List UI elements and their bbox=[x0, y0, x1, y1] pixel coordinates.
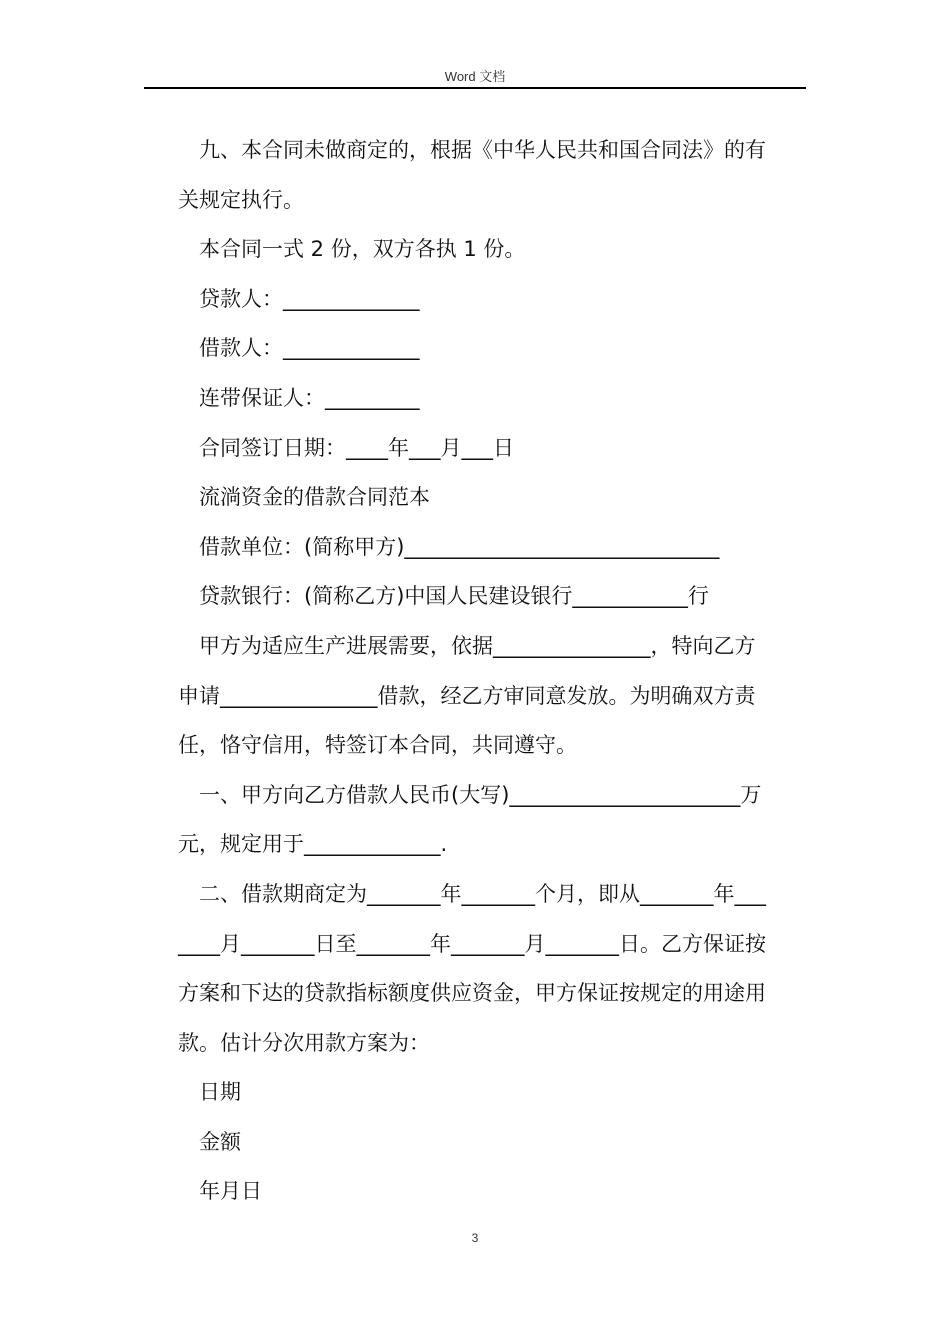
section-title: 流淌资金的借款合同范本 bbox=[199, 485, 430, 510]
schedule-amount-label: 金额 bbox=[199, 1129, 241, 1154]
clause-one-line-1: 一、甲方向乙方借款人民币(大写)______________________万 bbox=[199, 782, 762, 807]
contract-date-line: 合同签订日期：____年___月___日 bbox=[199, 435, 514, 460]
schedule-ymd-label: 年月日 bbox=[199, 1179, 262, 1204]
paragraph-line-12: 申请_______________借款，经乙方审同意发放。为明确双方责 bbox=[178, 683, 756, 708]
lending-bank-line: 贷款银行：(简称乙方)中国人民建设银行___________行 bbox=[199, 584, 709, 609]
borrowing-unit-line: 借款单位：(简称甲方)______________________________ bbox=[199, 534, 720, 559]
borrower-signature-line: 借款人：_____________ bbox=[199, 336, 420, 361]
header-divider bbox=[144, 87, 806, 89]
document-body bbox=[178, 126, 804, 1217]
clause-two-line-4: 款。估计分次用款方案为： bbox=[178, 1030, 430, 1055]
guarantor-signature-line: 连带保证人：_________ bbox=[199, 385, 420, 410]
page-header-title: Word 文档 bbox=[444, 69, 506, 84]
clause-two-line-1: 二、借款期商定为_______年_______个月，即从_______年___ bbox=[199, 881, 766, 906]
paragraph-line-11: 甲方为适应生产进展需要，依据_______________，特向乙方 bbox=[199, 633, 756, 658]
paragraph-line-3: 本合同一式 2 份，双方各执 1 份。 bbox=[199, 237, 526, 262]
paragraph-line-2: 关规定执行。 bbox=[178, 187, 304, 212]
paragraph-line-1: 九、本合同未做商定的，根据《中华人民共和国合同法》的有 bbox=[199, 138, 766, 162]
schedule-date-label: 日期 bbox=[199, 1080, 241, 1105]
paragraph-line-13: 任，恪守信用，特签订本合同，共同遵守。 bbox=[178, 733, 577, 758]
clause-one-line-2: 元，规定用于_____________. bbox=[178, 832, 448, 857]
clause-two-line-3: 方案和下达的贷款指标额度供应资金，甲方保证按规定的用途用 bbox=[178, 981, 766, 1006]
page-number: 3 bbox=[471, 1231, 479, 1245]
lender-signature-line: 贷款人：_____________ bbox=[199, 286, 420, 311]
clause-two-line-2: ____月_______日至_______年_______月_______日。乙方保证按 bbox=[178, 931, 766, 956]
